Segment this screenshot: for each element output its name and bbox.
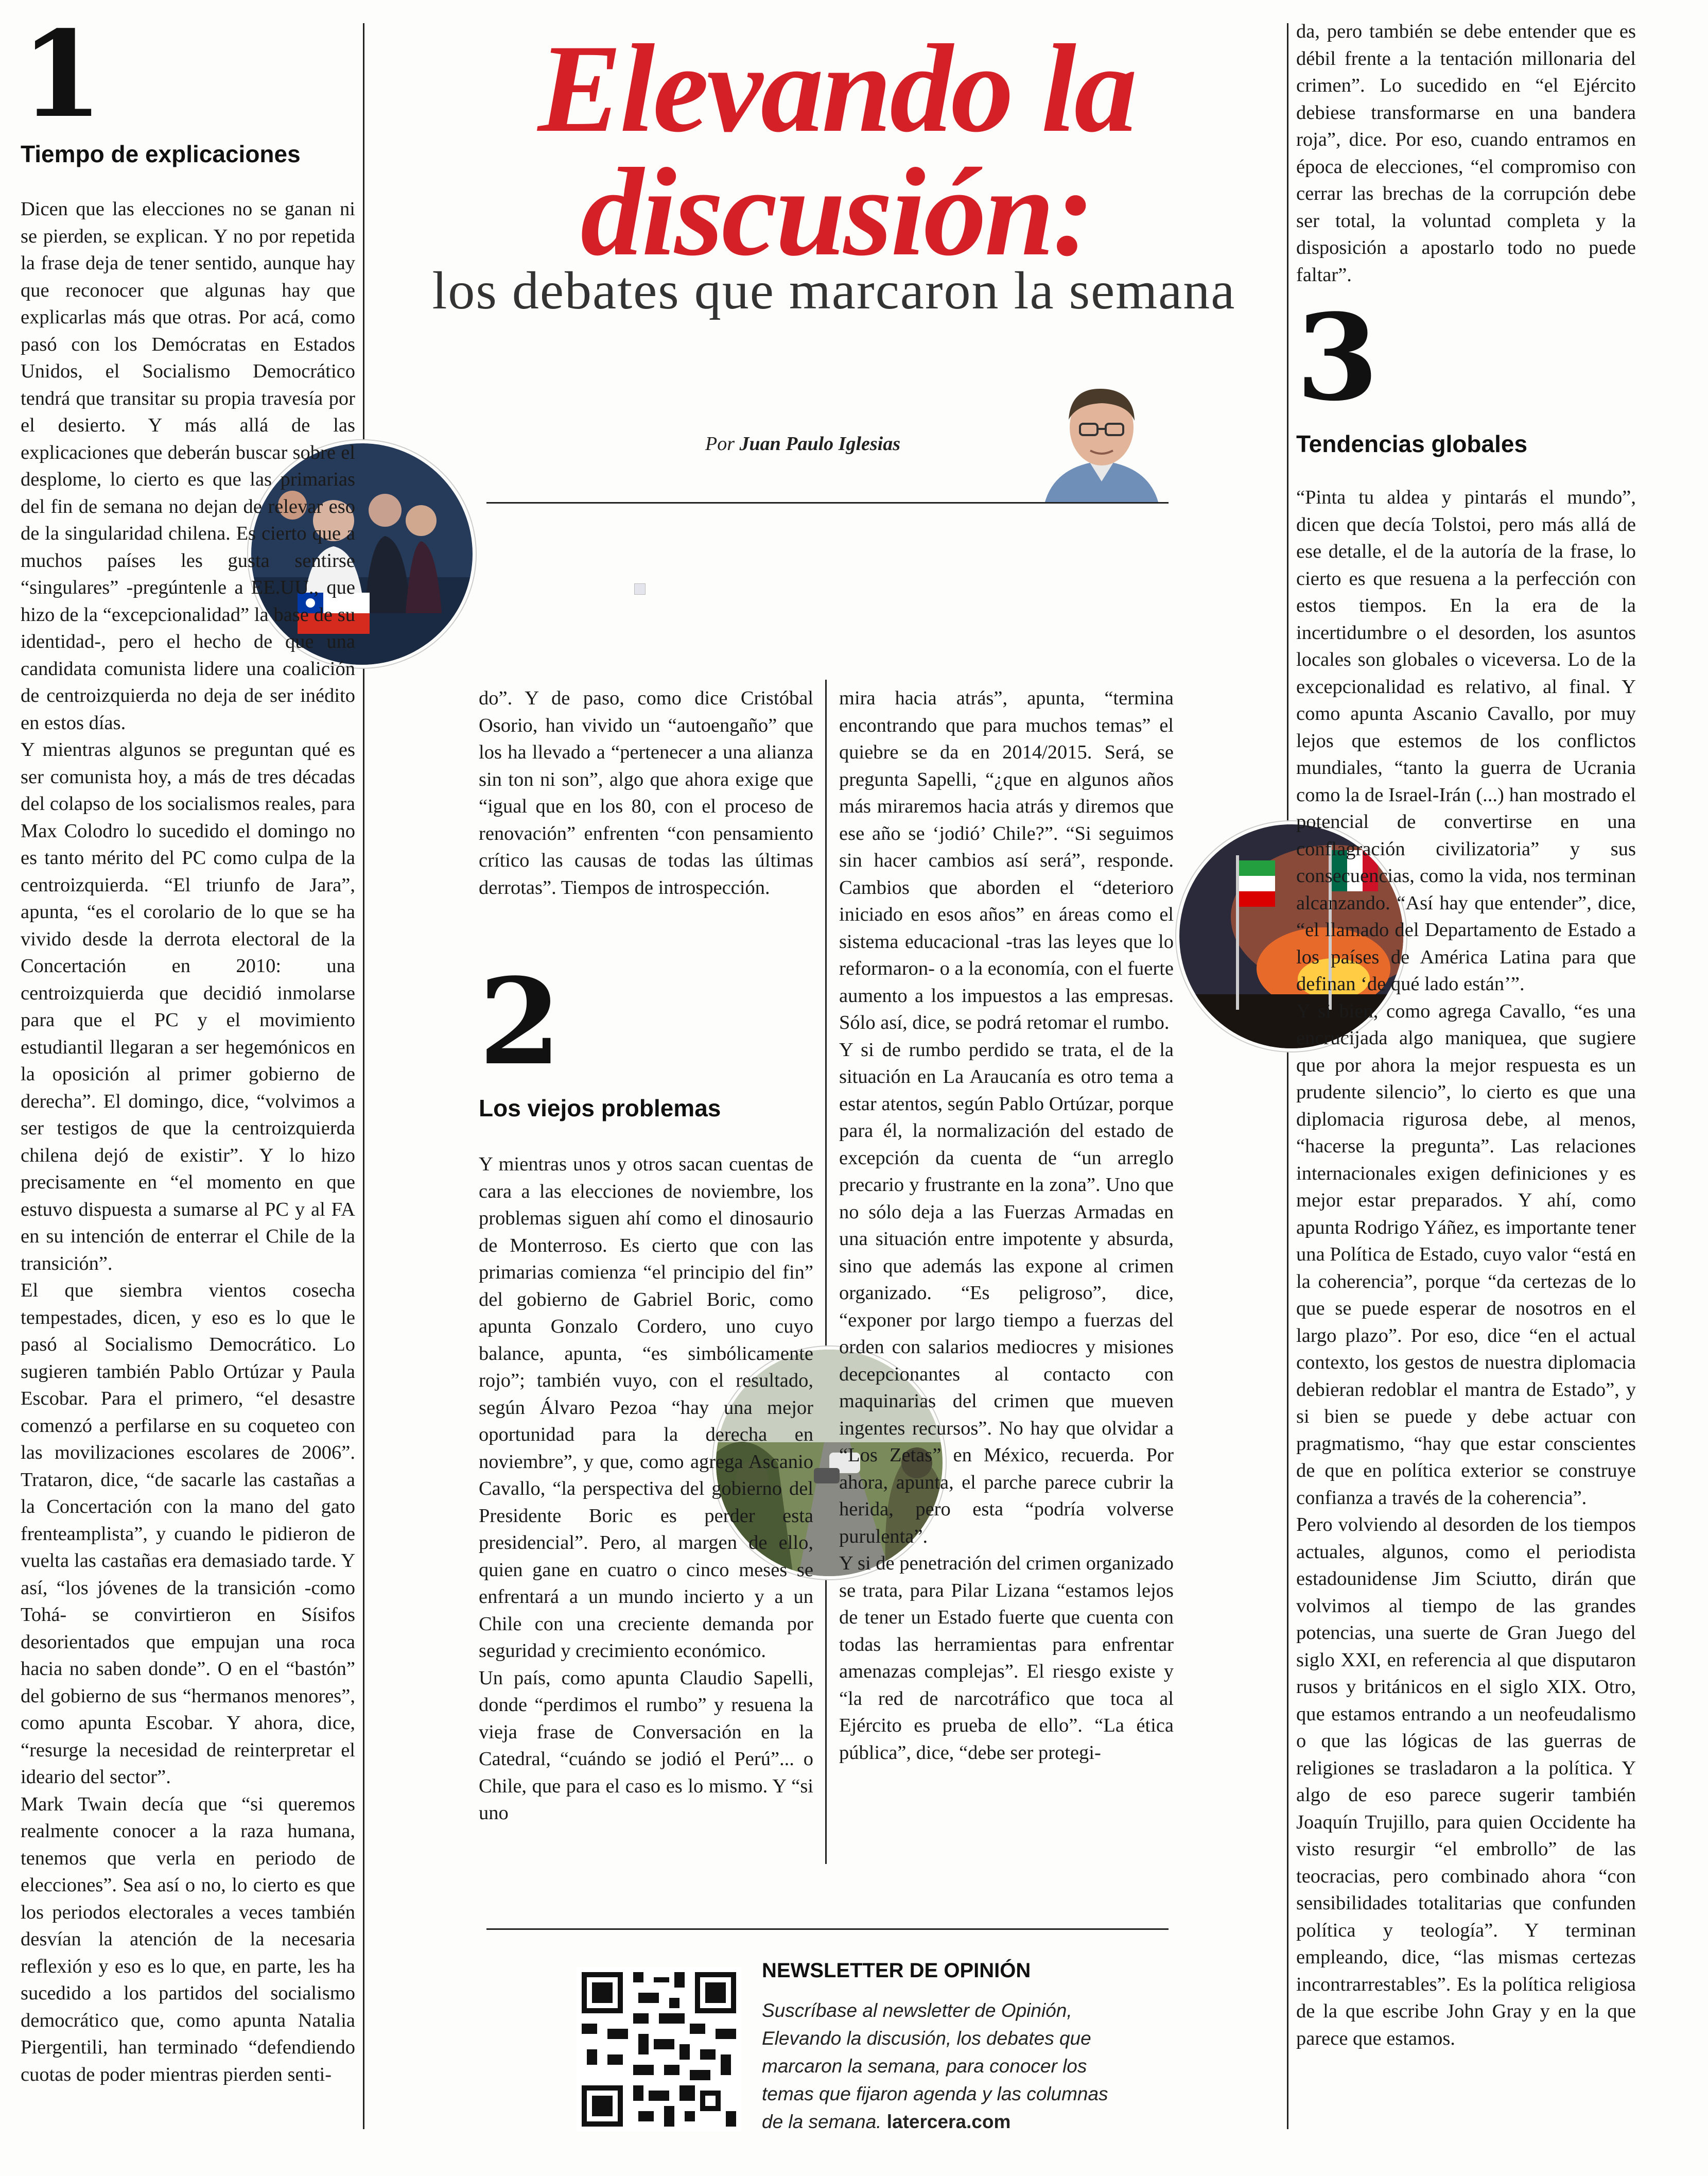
headline-line1: Elevando la [537,19,1136,158]
small-marker-icon [634,583,646,595]
newsletter-rule [486,1928,1169,1930]
headline-subtitle: los debates que marcaron la semana [432,261,1236,320]
section2-lead-paragraph: do”. Y de paso, como dice Cristóbal Osorio, han vivido un “autoengaño” que los ha llevado a “pertenecer a una alianza sin ton ni son”, algo que ahora exige que “igual que en los 80, con el proceso de renovación” enfrenten “con pensamiento crítico las causas de todas las últimas derrotas”. Tiempos de introspección. [479,687,813,899]
section3-heading: Tendencias globales [1296,430,1528,457]
byline [705,433,900,455]
section1-body [21,196,355,2088]
column3-paragraph: mira hacia atrás”, apunta, “termina encontrando que para muchos temas” el quiebre se da en 2014/2015. Será, se pregunta Sapelli, “¿que en algunos años más miraremos hacia atrás y diremos que ese año se ‘jodió’ Chile?”. “Si seguimos sin hacer cambios así será”, responde. Cambios que aborden el “deterioro iniciado en esos años” en áreas como el sistema educacional -tras las leyes que lo reformaron- o a la economía, con el fuerte aumento a los impuestos a las empresas. Sólo así, dice, se podrá retomar el rumbo. [839,687,1174,1033]
section2-heading: Los viejos problemas [479,1095,721,1121]
section2-number: 2 [479,953,562,1092]
section2-lead [479,685,813,901]
newsletter-title: NEWSLETTER DE OPINIÓN [762,1959,1031,1982]
section3-paragraph: “Pinta tu aldea y pintarás el mundo”, dicen que decía Tolstoi, pero más allá de ese detalle, el de la autoría de la frase, lo cierto es que resuena a la perfección con estos tiempos. En la era de la incertidumbre o el desorden, los asuntos locales son globales o viceversa. Lo de la excepcionalidad es relativo, al final. Y como apunta Ascanio Cavallo, por muy lejos que estemos de los conflictos mundiales, “tanto la guerra de Ucrania como la de Israel-Irán (...) han mostrado el potencial de convertirse en una conflagración civilizatoria” y sus consecuencias, como la vida, nos terminan alcanzando. “Así hay que entender”, dice, “el llamado del Departamento de Estado a los países de América Latina para que definan ‘de qué lado están’”. [1296,487,1636,995]
column3-paragraph: Y si de rumbo perdido se trata, el de la situación en La Araucanía es otro tema a estar atentos, según Pablo Ortúzar, porque para él, la normalización del estado de excepción da cuenta de “un arreglo precario y frustrante en la zona”. Uno que no sólo deja a las Fuerzas Armadas en una situación entre impotente y absurda, sino que además las expone al crimen organizado. “Es peligroso”, dice, “exponer por largo tiempo a fuerzas del orden con salarios mediocres y misiones decepcionantes al contacto con maquinarias del crimen que mueven ingentes recursos”. No hay que olvidar a “Los Zetas” en México, recuerda. Por ahora, apunta, el parche parece cubrir la herida, pero esta “podría volverse purulenta”. [839,1039,1174,1547]
section2-paragraph: Un país, como apunta Claudio Sapelli, donde “perdimos el rumbo” y resuena la vieja frase de Conversación en la Catedral, “cuándo se jodió el Perú”... o Chile, que para el caso es lo mismo. Y “si uno [479,1667,813,1824]
byline-prefix: Por [705,433,735,455]
section2-paragraph: Y mientras unos y otros sacan cuentas de cara a las elecciones de noviembre, los problemas siguen ahí como el dinosaurio de Monterroso. Es cierto que con las primarias comienza “el principio del fin” del gobierno de Gabriel Boric, como apunta Gonzalo Cordero, uno cuyo balance, apunta, “es simbólicamente rojo”; también vuyo, con el resultado, según Álvaro Pezoa “hay una mejor oportunidad para la derecha en noviembre”, y que, como agrega Ascanio Cavallo, “la perspectiva del gobierno del Presidente Boric es perder esta presidencial”. Pero, al margen de ello, quien gane en cuatro o cinco meses se enfrentará a un mundo incierto y a un Chile con una creciente demanda por seguridad y crecimiento económico. [479,1153,813,1662]
column-rule-mid [825,680,827,1864]
column3-paragraph: Y si de penetración del crimen organizado se trata, para Pilar Lizana “estamos lejos de tener un Estado fuerte que cuenta con todas las herramientas para enfrentar amenazas complejas”. El riesgo existe y “la red de narcotráfico que toca al Ejército es prueba de ello”. “La ética pública”, dice, “debe ser protegi- [839,1552,1174,1764]
headline [463,19,1210,282]
section1-heading: Tiempo de explicaciones [21,141,301,167]
section3-number: 3 [1296,288,1379,427]
column3-body [839,685,1174,1766]
section3-body [1296,484,1636,2052]
section1-number: 1 [21,5,103,144]
newsletter-site-link[interactable]: latercera.com [886,2111,1011,2132]
section3-paragraph: Y si bien, como agrega Cavallo, “es una encrucijada algo maniquea, que sugiere que por ahora la mejor respuesta es un prudente silencio”, lo cierto es que una diplomacia rigurosa debe, al menos, “hacerse la pregunta”. Las relaciones internacionales exigen definiciones y es mejor estar preparados. Y ahí, como apunta Rodrigo Yáñez, es importante tener una Política de Estado, cuyo valor “está en la coherencia”, porque “da certezas de lo que se puede esperar de nosotros en el largo plazo”. Por eso, dice “en el actual contexto, los gestos de nuestra diplomacia debieran redoblar el mantra de Estado”, y si bien se puede y debe actuar con pragmatismo, “hay que estar conscientes de que en política exterior se construye confianza a través de la coherencia”. [1296,1000,1636,1509]
section3-paragraph: Pero volviendo al desorden de los tiempos actuales, algunos, como el periodista estadounidense Jim Sciutto, dirán que volvimos al tiempo de las grandes potencias, una suerte de Gran Juego del siglo XXI, en referencia al que disputaron rusos y británicos en el siglo XIX. Otro, que estamos entrando a un neofeudalismo o que las lógicas de las guerras de religiones se trasladaron a la política. Y algo de eso parece sugerir también Joaquín Trujillo, para quien Occidente ha visto resurgir “el embrollo” de las teocracias, pero combinado ahora “con sensibilidades totalitarias que confunden política y teología”. Y terminan empleando, dice, “las mismas certezas incontrarrestables”. Es la política religiosa de la que escribe John Gray y en la que parece que estamos. [1296,1514,1636,2049]
column4-top-paragraph: da, pero también se debe entender que es débil frente a la tentación millonaria del crimen”. Lo sucedido en “el Ejército debiese transformarse en una bandera roja”, dice. Por eso, cuando entramos en época de elecciones, “el compromiso con cerrar las brechas de la corrupción debe ser total, la voluntad completa y la disposición a apostarlo todo no puede faltar”. [1296,21,1636,286]
byline-author: Juan Paulo Iglesias [739,433,901,455]
newsletter-description: Suscríbase al newsletter de Opinión, Elevando la discusión, los debates que marcaron la semana, para conocer los temas que fijaron agenda y las columnas de la semana. [762,2000,1108,2132]
newsletter-qr-code[interactable] [577,1967,741,2132]
section1-paragraph: El que siembra vientos cosecha tempestades, dicen, y eso es lo que le pasó al Socialismo Democrático. Lo sugieren también Pablo Ortúzar y Paula Escobar. Para el primero, “el desastre comenzó a perfilarse en su coqueteo con las movilizaciones escolares de 2006”. Trataron, dice, “de sacarle las castañas a la Concertación con la mano del gato frenteamplista”, y cuando le pidieron de vuelta las castañas era demasiado tarde. Y así, “los jóvenes de la transición -como Tohá- se convirtieron en Sísifos desorientados que empujan una roca hacia no saben donde”. O en el “bastón” del gobierno de sus “hermanos menores”, como apunta Escobar. Y ahora, dice, “resurge la necesidad de reinterpretar el ideario del sector”. [21,1280,355,1788]
column-rule-left [363,23,364,2129]
newsletter-text [762,1997,1132,2136]
column4-top-body [1296,18,1636,288]
section2-body [479,1151,813,1827]
section1-paragraph: Y mientras algunos se preguntan qué es ser comunista hoy, a más de tres décadas del colapso de los socialismos reales, para Max Colodro lo sucedido el domingo no es tanto mérito del PC como culpa de la centroizquierda. “El triunfo de Jara”, apunta, “es el corolario de lo que se ha vivido desde la derrota electoral de la Concertación en 2010: una centroizquierda que decidió inmolarse para que el PC y el movimiento estudiantil llegaran a ser hegemónicos en la oposición al primer gobierno de derecha”. El domingo, dice, “volvimos a ser testigos de que la centroizquierda chilena dejó de existir”. Y lo hizo precisamente en “el momento en que estuvo dispuesta a sumarse al PC y al FA en su intención de enterrar el Chile de la transición”. [21,739,355,1274]
headline-line2: discusión: [580,142,1093,282]
section1-paragraph: Dicen que las elecciones no se ganan ni se pierden, se explican. Y no por repetida la frase deja de tener sentido, aunque hay que reconocer que algunas hay que explicarlas más que otras. Por acá, como pasó con los Demócratas en Estados Unidos, el Socialismo Democrático tendrá que transitar su propia travesía por el desierto. Y más allá de las explicaciones que deberán buscar sobre el desplome, lo cierto es que las primarias del fin de semana no dejan de relevar eso de la singularidad chilena. Es cierto que a muchos países les gusta sentirse “singulares” -pregúntenle a EE.UU., que hizo de la “excepcionalidad” la base de su identidad-, pero el hecho de que una candidata comunista lidere una coalición de centroizquierda no deja de ser inédito en estos días. [21,198,355,734]
section1-paragraph: Mark Twain decía que “si queremos realmente conocer a la raza humana, tenemos que verla en periodo de elecciones”. Sea así o no, lo cierto es que los periodos electorales a veces también desvían la atención de la necesaria reflexión y eso es lo que, en parte, les ha sucedido a los partidos del socialismo democrático que, como apunta Natalia Piergentili, han terminado “defendiendo cuotas de poder mientras pierden senti- [21,1793,355,2085]
column-rule-right [1287,23,1288,2129]
byline-rule [486,502,1169,504]
author-portrait [1035,378,1169,502]
